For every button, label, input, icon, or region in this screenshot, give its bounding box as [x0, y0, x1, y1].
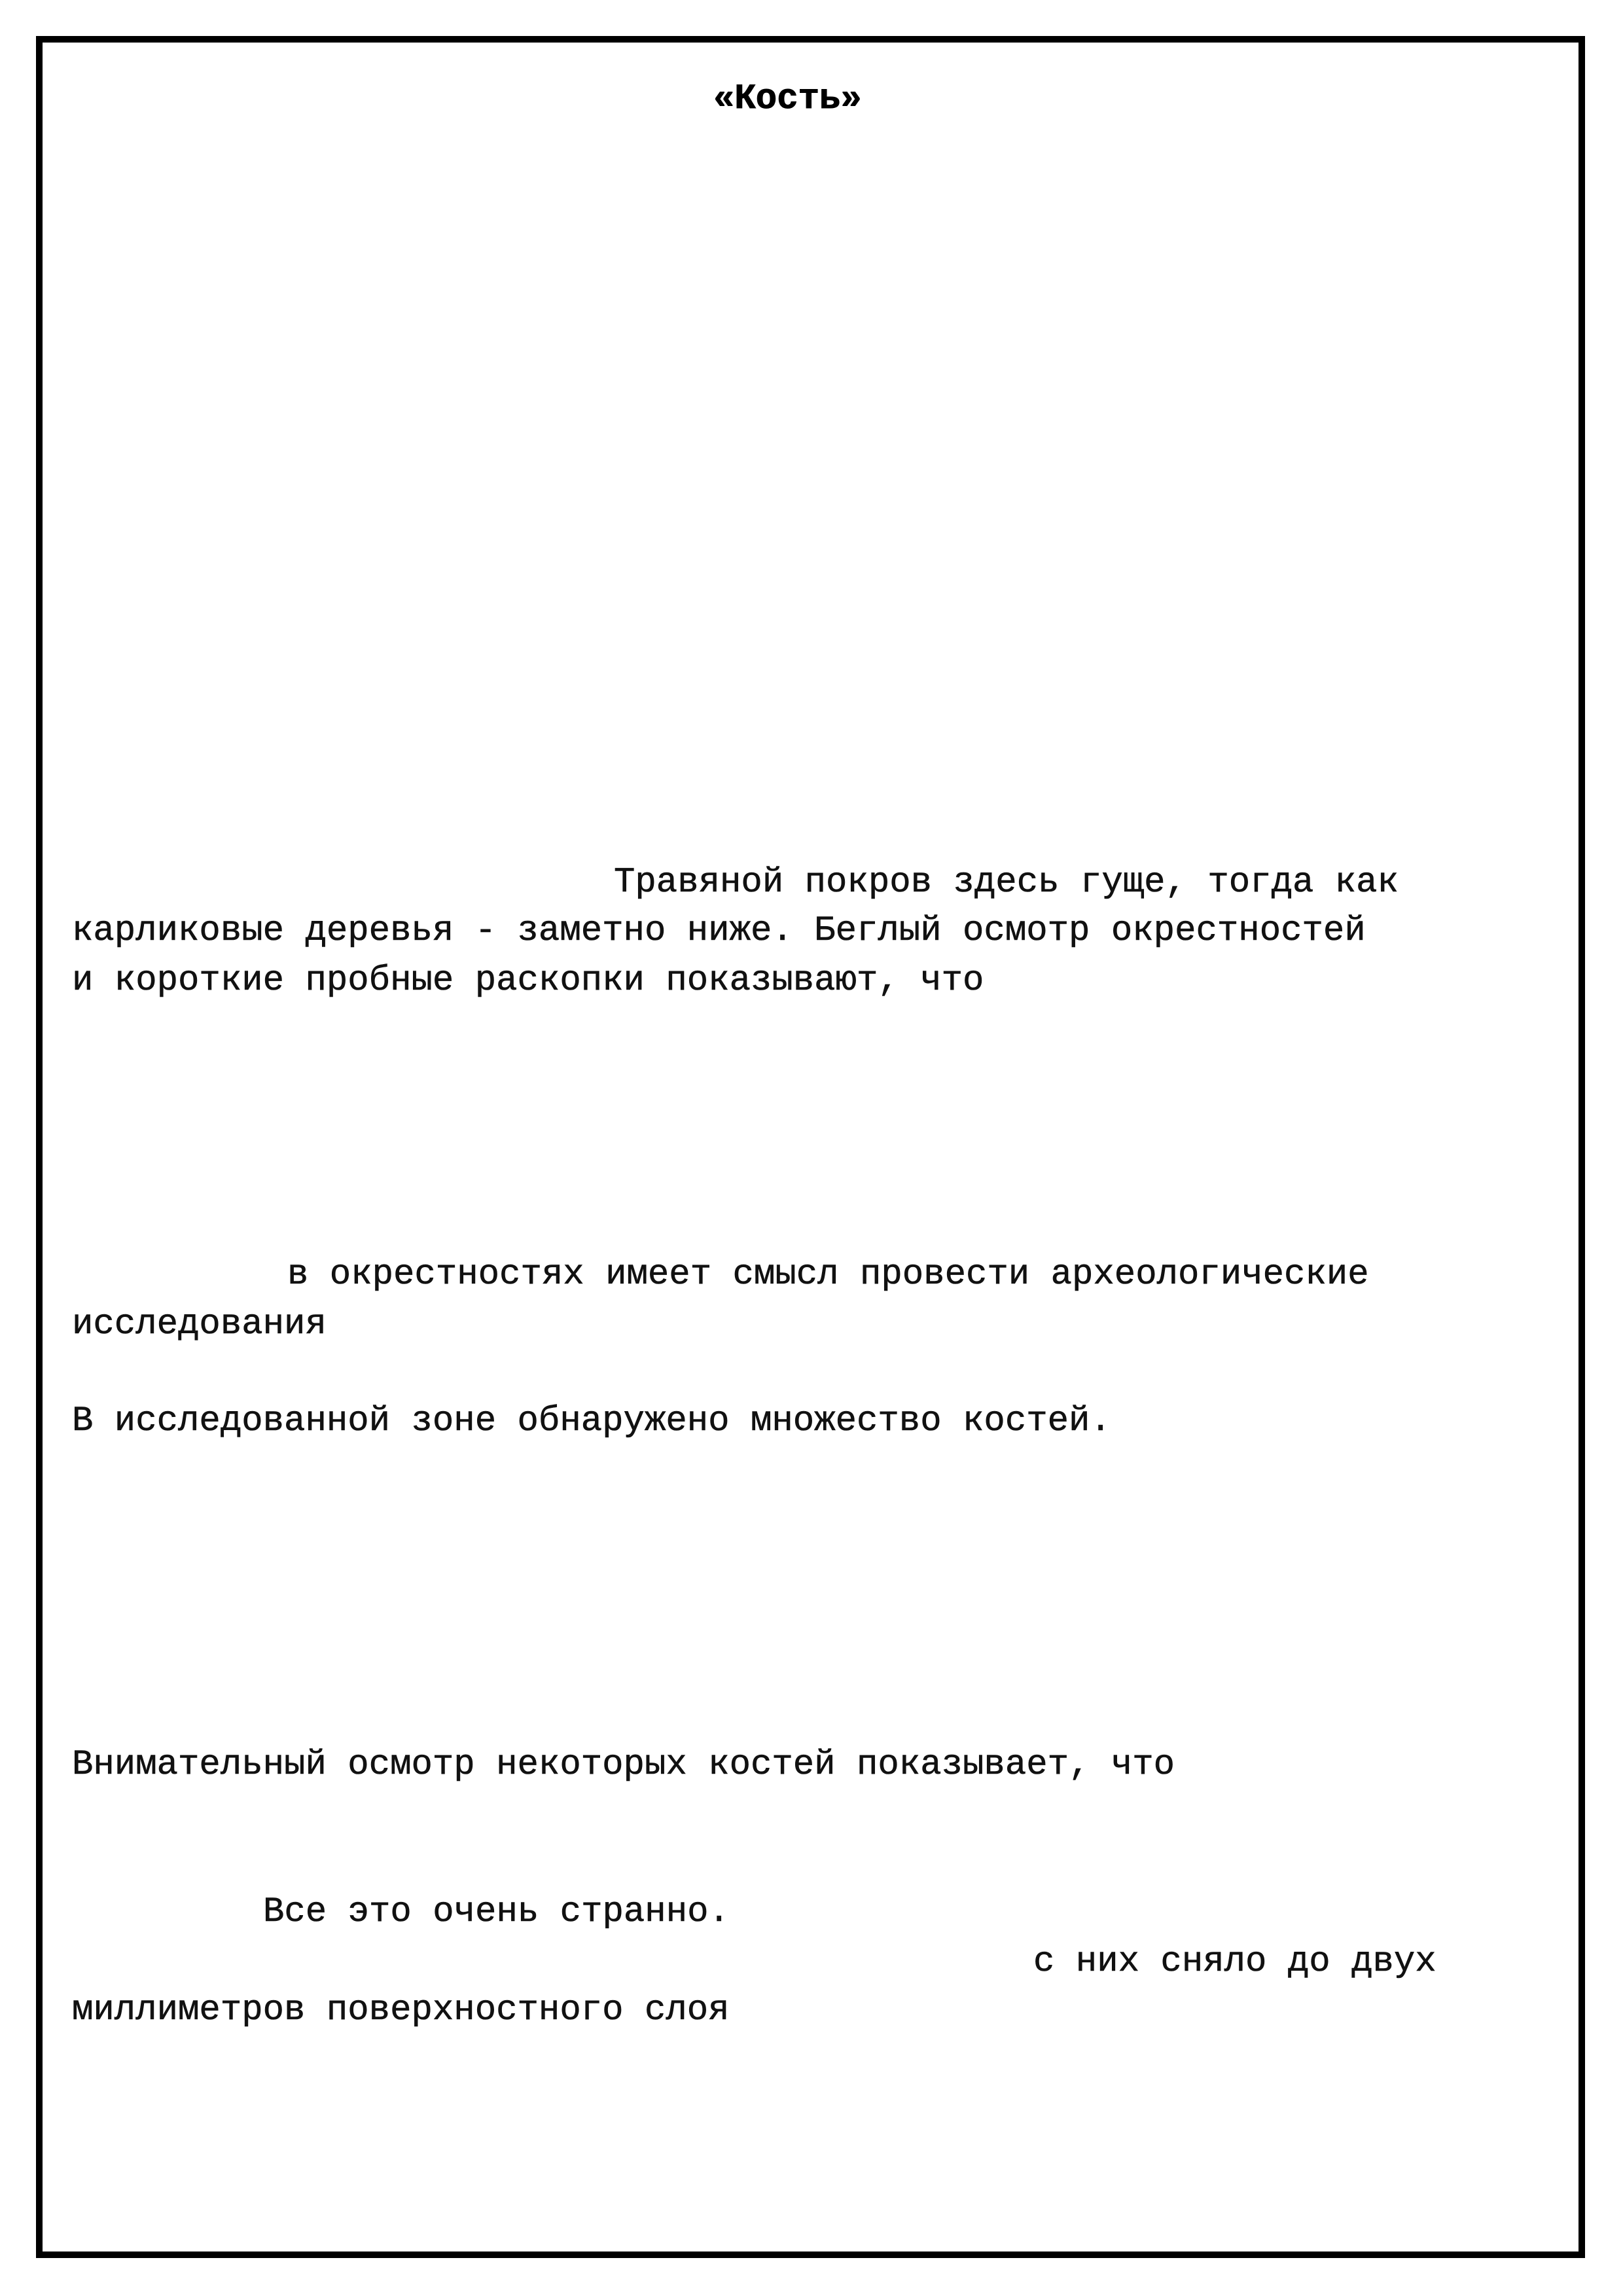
- text-line-1: Травяной покров здесь гуще, тогда как: [614, 863, 1399, 903]
- text-line-7: Внимательный осмотр некоторых костей показывает, что: [72, 1745, 1175, 1785]
- text-line-3: и короткие пробные раскопки показывают, что: [72, 961, 984, 1001]
- document-title: «Кость»: [713, 79, 862, 119]
- text-line-8: Все это очень странно.: [263, 1892, 730, 1932]
- text-line-10: миллиметров поверхностного слоя: [72, 1990, 730, 2030]
- text-line-5: исследования: [72, 1304, 327, 1344]
- text-line-9: с них сняло до двух: [1033, 1942, 1436, 1982]
- text-line-2: карликовые деревья - заметно ниже. Беглый осмотр окрестностей: [72, 911, 1366, 951]
- text-line-4: в окрестностях имеет смысл провести археологические: [287, 1255, 1369, 1295]
- text-line-6: В исследованной зоне обнаружено множество костей.: [72, 1401, 1111, 1441]
